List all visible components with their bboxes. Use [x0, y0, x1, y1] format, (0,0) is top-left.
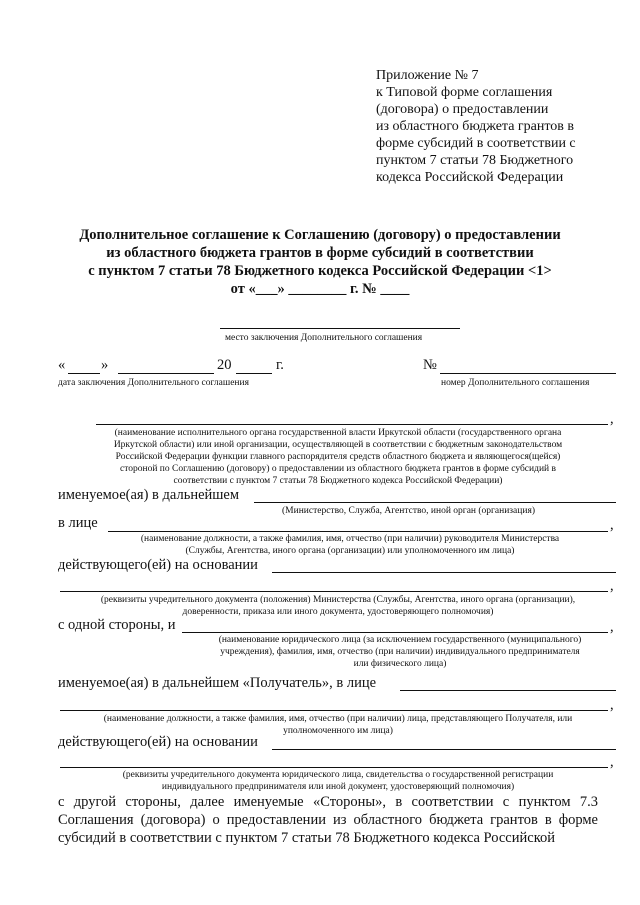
document-title-line: с пунктом 7 статьи 78 Бюджетного кодекса Российской Федерации <1>	[88, 263, 552, 279]
party1-person-caption	[100, 533, 600, 557]
comma: ,	[610, 517, 614, 533]
document-title-date: от «___» ________ г. № ____	[230, 281, 410, 297]
party1-named-caption: (Министерство, Служба, Агентство, иной орган (организация)	[282, 506, 535, 516]
caption-line: Российской Федерации функции главного распорядителя средств областного бюджета и являющегося(щейся)	[115, 452, 561, 462]
party2-named-label: именуемое(ая) в дальнейшем «Получатель», в лице	[58, 675, 377, 691]
caption-line: (реквизиты учредительного документа (положения) Министерства (Службы, Агентства, иного органа (организации),	[100, 595, 576, 605]
caption-line: (Службы, Агентства, иного органа (организации) или уполномоченного им лица)	[185, 546, 515, 556]
party2-basis-field-2[interactable]	[60, 767, 608, 768]
party2-org-field[interactable]	[182, 632, 608, 633]
party1-basis-field[interactable]	[272, 572, 616, 573]
place-field[interactable]	[220, 328, 460, 329]
caption-line: (наименование исполнительного органа государственной власти Иркутской области (государственного органа	[114, 428, 562, 438]
place-caption: место заключения Дополнительного соглашения	[225, 333, 423, 343]
party1-basis-caption	[58, 594, 618, 618]
body-paragraph: с другой стороны, далее именуемые «Стороны», в соответствии с пунктом 7.3 Соглашения (договора) о предоставлении из областного бюджета грантов в форме субсидий в соответствии с пунктом 7 статьи 78 Бюджетного кодекса Российской	[58, 794, 598, 846]
party2-person-field[interactable]	[400, 690, 616, 691]
party1-person-label: в лице	[58, 515, 98, 531]
caption-line: доверенности, приказа или иного документа, удостоверяющего полномочия)	[182, 607, 494, 617]
caption-line: (наименование должности, а также фамилия, имя, отчество (при наличии) руководителя Министерства	[140, 534, 560, 544]
appendix-line: из областного бюджета грантов в	[376, 119, 575, 134]
number-sign: №	[423, 357, 437, 373]
comma: ,	[610, 697, 614, 713]
party2-basis-field[interactable]	[272, 749, 616, 750]
party1-named-field[interactable]	[254, 502, 616, 503]
number-caption: номер Дополнительного соглашения	[441, 378, 590, 388]
appendix-line: (договора) о предоставлении	[376, 102, 549, 117]
comma: ,	[610, 619, 614, 635]
party2-basis-caption	[58, 769, 618, 793]
caption-line: стороной по Соглашению (договору) о предоставлении из областного бюджета грантов в форме субсидий в	[120, 464, 556, 474]
appendix-line: форме субсидий в соответствии с	[376, 136, 576, 151]
appendix-header	[376, 67, 616, 186]
comma: ,	[610, 578, 614, 594]
date-year-prefix: 20	[217, 357, 232, 373]
party1-org-field[interactable]	[96, 424, 608, 425]
document-title-line: Дополнительное соглашение к Соглашению (договору) о предоставлении	[79, 227, 561, 243]
date-month-field[interactable]	[118, 373, 214, 374]
appendix-line: Приложение № 7	[376, 68, 479, 83]
appendix-line: кодекса Российской Федерации	[376, 170, 564, 185]
document-title-line: из областного бюджета грантов в форме субсидий в соответствии	[106, 245, 534, 261]
caption-line: учреждения), фамилия, имя, отчество (при наличии) индивидуального предпринимателя	[220, 647, 580, 657]
party2-basis-label: действующего(ей) на основании	[58, 734, 258, 750]
appendix-line: пунктом 7 статьи 78 Бюджетного	[376, 153, 574, 168]
caption-line: (наименование юридического лица (за исключением государственного (муниципального)	[218, 635, 582, 645]
party1-basis-label: действующего(ей) на основании	[58, 557, 258, 573]
date-year-field[interactable]	[236, 373, 272, 374]
party1-basis-field-2[interactable]	[60, 591, 608, 592]
party2-side-caption	[180, 634, 620, 670]
party1-person-field[interactable]	[108, 531, 608, 532]
caption-line: или физического лица)	[353, 659, 447, 669]
date-year-suffix: г.	[276, 357, 284, 373]
comma: ,	[610, 754, 614, 770]
caption-line: индивидуального предпринимателя или иной документ, удостоверяющий полномочия)	[161, 782, 515, 792]
party1-named-label: именуемое(ая) в дальнейшем	[58, 487, 240, 503]
caption-line: (наименование должности, а также фамилия, имя, отчество (при наличии) лица, представляющего Получателя, или	[103, 714, 573, 724]
date-quote-open: «	[58, 357, 66, 373]
caption-line: Иркутской области) или иной организации, осуществляющей в соответствии с бюджетным законодательством	[113, 440, 563, 450]
party1-org-caption	[58, 427, 618, 487]
comma: ,	[610, 411, 614, 427]
party2-person-field-2[interactable]	[60, 710, 608, 711]
party2-side-label: с одной стороны, и	[58, 617, 176, 633]
date-day-field[interactable]	[68, 373, 100, 374]
caption-line: соответствии с пунктом 7 статьи 78 Бюджетного кодекса Российской Федерации)	[173, 476, 503, 486]
date-quote-close: »	[101, 357, 109, 373]
caption-line: (реквизиты учредительного документа юридического лица, свидетельства о государственной регистрации	[122, 770, 554, 780]
caption-line: уполномоченного им лица)	[283, 726, 393, 736]
number-field[interactable]	[440, 373, 616, 374]
date-caption: дата заключения Дополнительного соглашения	[58, 378, 249, 388]
appendix-line: к Типовой форме соглашения	[376, 85, 553, 100]
